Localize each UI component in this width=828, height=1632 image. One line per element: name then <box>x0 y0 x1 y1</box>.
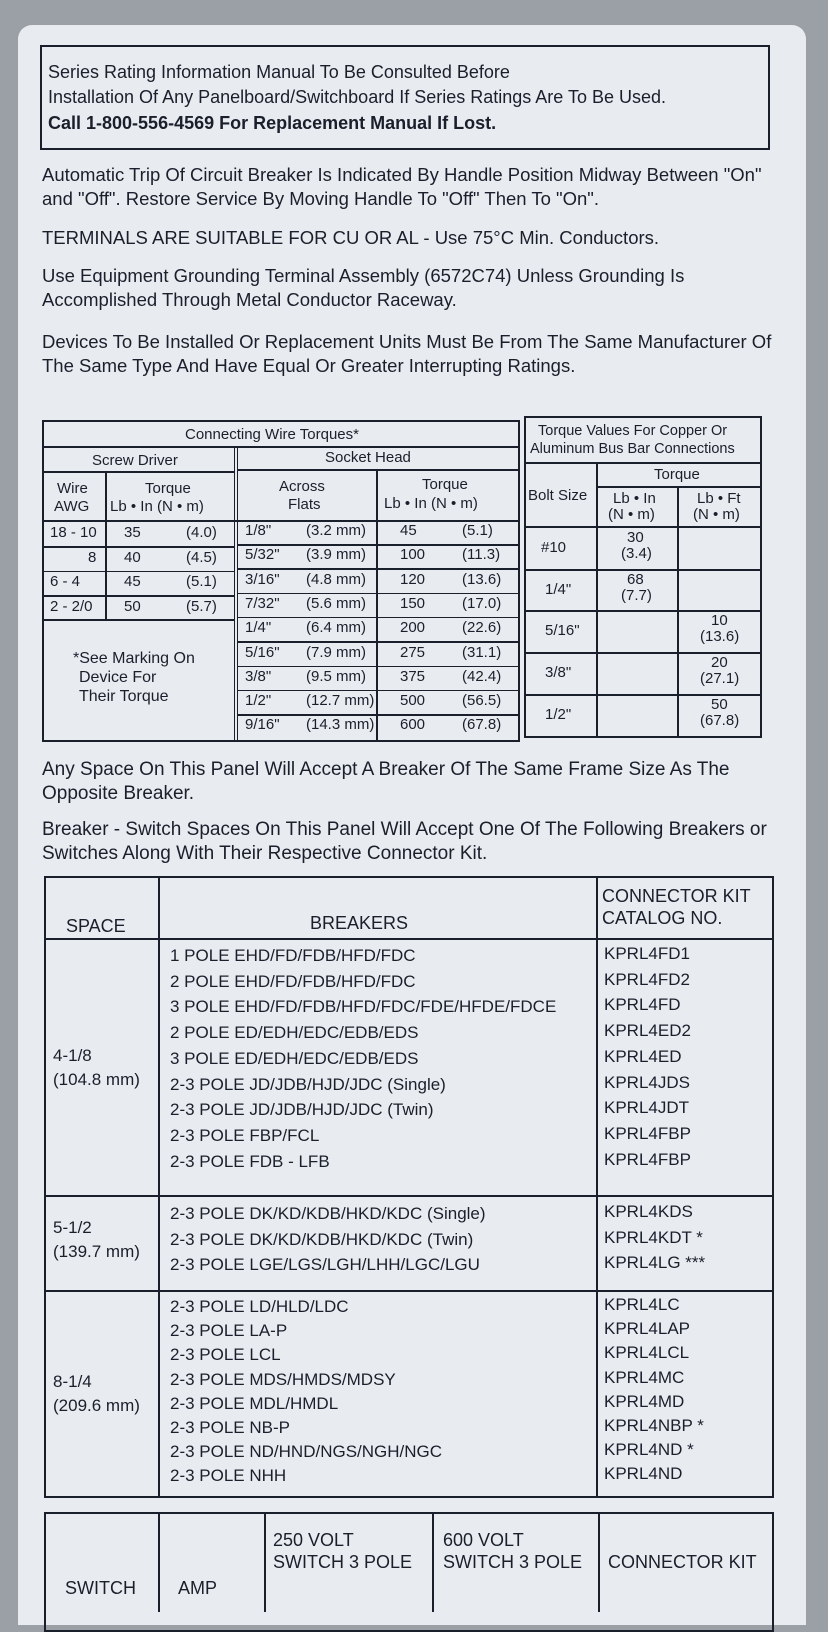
screw-units-header: Lb • In (N • m) <box>110 498 204 515</box>
breaker-row: 2-3 POLE JD/JDB/HJD/JDC (Single) <box>170 1074 446 1094</box>
socket-nm-cell: (31.1) <box>462 643 502 661</box>
breaker-row: 2 POLE ED/EDH/EDC/EDB/EDS <box>170 1023 419 1043</box>
socket-nm-cell: (42.4) <box>462 667 502 685</box>
breaker-row: 2-3 POLE FDB - LFB <box>170 1151 330 1171</box>
socket-nm-cell: (22.6) <box>462 619 502 637</box>
bus-lbin-header: Lb • In <box>613 490 656 507</box>
socket-lbin-cell: 275 <box>400 643 426 661</box>
socket-nm-cell: (17.0) <box>462 594 502 612</box>
socket-size-cell: 7/32" <box>245 594 280 612</box>
breaker-row: 2 POLE EHD/FD/FDB/HFD/FDC <box>170 971 416 991</box>
bus-lbft-nm-cell: (27.1) <box>700 670 740 687</box>
connector-kit-cell: KPRL4MC <box>604 1367 685 1387</box>
socket-nm-cell: (56.5) <box>462 692 502 710</box>
socket-size-cell: 3/16" <box>245 570 280 588</box>
breaker-row: 2-3 POLE DK/KD/KDB/HKD/KDC (Twin) <box>170 1229 474 1249</box>
breaker-switch-note: Breaker - Switch Spaces On This Panel Will Accept One Of The Following Breakers or Switches Along With Their Respective Connector Kit. <box>42 819 767 864</box>
kit-col-header-1: CONNECTOR KIT <box>602 886 751 906</box>
torque-note-line-2: Device For <box>79 669 157 686</box>
socket-lbin-cell: 600 <box>400 716 426 734</box>
space-col-header: SPACE <box>66 916 126 936</box>
breaker-row: 2-3 POLE FBP/FCL <box>170 1125 320 1145</box>
table-rule <box>238 714 520 716</box>
space-size-label: 4-1/8 <box>53 1046 92 1065</box>
breakers-col-header: BREAKERS <box>310 913 409 933</box>
breaker-row: 2-3 POLE JD/JDB/HJD/JDC (Twin) <box>170 1100 434 1120</box>
table-rule <box>238 617 520 619</box>
breaker-row: 3 POLE ED/EDH/EDC/EDB/EDS <box>170 1048 419 1068</box>
socket-lbin-cell: 500 <box>400 692 426 710</box>
socket-size-cell: 3/8" <box>245 667 272 685</box>
socket-mm-cell: (3.2 mm) <box>306 522 366 539</box>
breaker-row: 3 POLE EHD/FD/FDB/HFD/FDC/FDE/HFDE/FDCE <box>170 997 557 1017</box>
socket-size-cell: 1/2" <box>245 692 272 710</box>
socket-mm-cell: (6.4 mm) <box>306 619 366 637</box>
table-rule <box>238 690 520 692</box>
notice-line-3: Call 1-800-556-4569 For Replacement Manual If Lost. <box>48 113 497 133</box>
screw-lbin-cell: 35 <box>124 524 141 541</box>
switch-kit-header: CONNECTOR KIT <box>608 1552 757 1572</box>
table-rule <box>238 641 520 643</box>
trip-instructions: Automatic Trip Of Circuit Breaker Is Indicated By Handle Position Midway Between "On" and "Off". Restore Service By Moving Handle To "Off" Then To "On". <box>42 164 762 209</box>
socket-mm-cell: (5.6 mm) <box>306 594 366 612</box>
space-acceptance-note: Any Space On This Panel Will Accept A Breaker Of The Same Frame Size As The Opposite Breaker. <box>42 759 730 804</box>
bus-lbin-nm-header: (N • m) <box>608 506 655 523</box>
screw-nm-cell: (5.1) <box>186 573 217 590</box>
connector-kit-cell: KPRL4MD <box>604 1391 685 1411</box>
screw-nm-cell: (4.0) <box>186 524 217 541</box>
screw-awg-cell: 8 <box>88 548 97 566</box>
socket-size-cell: 5/32" <box>245 546 280 564</box>
connector-kit-cell: KPRL4FBP <box>604 1123 691 1143</box>
screw-lbin-cell: 50 <box>124 597 141 615</box>
devices-note: Devices To Be Installed Or Replacement Units Must Be From The Same Manufacturer Of The Same Type And Have Equal Or Greater Interrupting Ratings. <box>42 331 772 376</box>
bus-bolt-cell: #10 <box>541 539 567 556</box>
table-rule <box>238 568 520 570</box>
volt250-header-1: 250 VOLT <box>273 1530 354 1550</box>
socket-lbin-cell: 200 <box>400 619 426 637</box>
socket-torque-header: Torque <box>422 476 468 493</box>
across-flats-header-2: Flats <box>288 496 321 513</box>
socket-units-header: Lb • In (N • m) <box>384 495 478 512</box>
table-rule <box>238 544 520 546</box>
socket-nm-cell: (67.8) <box>462 716 502 734</box>
table-rule <box>42 595 234 597</box>
connector-kit-cell: KPRL4LG *** <box>604 1253 706 1272</box>
breaker-row: 2-3 POLE DK/KD/KDB/HKD/KDC (Single) <box>170 1204 486 1223</box>
breaker-row: 2-3 POLE LCL <box>170 1345 281 1365</box>
screw-lbin-cell: 45 <box>124 573 141 590</box>
torque-note-line-1: *See Marking On <box>73 650 195 667</box>
screw-driver-header: Screw Driver <box>92 452 178 469</box>
connector-kit-cell: KPRL4ED <box>604 1046 682 1066</box>
connector-kit-cell: KPRL4ND <box>604 1464 683 1484</box>
breaker-row: 2-3 POLE LA-P <box>170 1321 288 1341</box>
connector-kit-cell: KPRL4FD2 <box>604 969 690 989</box>
torque-note-line-3: Their Torque <box>79 688 169 705</box>
bus-title-2: Aluminum Bus Bar Connections <box>530 441 735 457</box>
socket-mm-cell: (14.3 mm) <box>306 716 375 734</box>
connector-kit-cell: KPRL4FD1 <box>604 944 690 963</box>
screw-lbin-cell: 40 <box>124 548 141 566</box>
socket-mm-cell: (4.8 mm) <box>306 570 366 588</box>
space-size-label: 5-1/2 <box>53 1218 92 1237</box>
socket-lbin-cell: 100 <box>400 546 426 564</box>
socket-mm-cell: (7.9 mm) <box>306 643 366 661</box>
notice-line-1: Series Rating Information Manual To Be Consulted Before <box>48 62 510 82</box>
bus-title-1: Torque Values For Copper Or <box>538 423 728 439</box>
across-flats-header-1: Across <box>279 478 325 495</box>
breaker-row: 2-3 POLE NHH <box>170 1466 287 1486</box>
socket-mm-cell: (9.5 mm) <box>306 667 366 685</box>
kit-col-header-2: CATALOG NO. <box>602 908 723 928</box>
socket-head-header: Socket Head <box>325 449 411 466</box>
screw-awg-cell: 18 - 10 <box>50 524 97 541</box>
socket-lbin-cell: 120 <box>400 570 426 588</box>
volt600-header-2: SWITCH 3 POLE <box>443 1552 583 1572</box>
terminals-note: TERMINALS ARE SUITABLE FOR CU OR AL - Use 75°C Min. Conductors. <box>42 227 660 248</box>
table-rule <box>238 593 520 595</box>
table-rule <box>42 571 234 573</box>
bus-lbft-cell: 50 <box>711 696 728 713</box>
connector-kit-cell: KPRL4JDT <box>604 1098 690 1118</box>
bus-lbft-cell: 10 <box>711 612 728 629</box>
breaker-row: 1 POLE EHD/FD/FDB/HFD/FDC <box>170 946 416 965</box>
socket-nm-cell: (13.6) <box>462 570 502 588</box>
volt250-header-2: SWITCH 3 POLE <box>273 1552 413 1572</box>
table-rule <box>238 666 520 668</box>
bus-lbft-nm-cell: (67.8) <box>700 712 740 729</box>
wire-awg-header-1: Wire <box>57 480 88 497</box>
space-mm-label: (104.8 mm) <box>53 1070 140 1089</box>
bus-bolt-cell: 5/16" <box>545 622 580 639</box>
socket-size-cell: 1/4" <box>245 619 272 637</box>
breaker-row: 2-3 POLE LD/HLD/LDC <box>170 1297 349 1316</box>
wire-torque-title: Connecting Wire Torques* <box>185 426 359 443</box>
connector-kit-cell: KPRL4LCL <box>604 1343 690 1363</box>
socket-size-cell: 9/16" <box>245 716 280 734</box>
bus-lbft-nm-header: (N • m) <box>693 506 740 523</box>
breaker-row: 2-3 POLE NB-P <box>170 1418 290 1437</box>
space-mm-label: (139.7 mm) <box>53 1242 140 1261</box>
connector-kit-cell: KPRL4NBP * <box>604 1416 704 1435</box>
socket-size-cell: 5/16" <box>245 643 280 661</box>
screw-awg-cell: 2 - 2/0 <box>50 597 93 615</box>
connector-kit-cell: KPRL4FBP <box>604 1149 691 1169</box>
bus-lbin-nm-cell: (3.4) <box>621 545 652 562</box>
socket-mm-cell: (12.7 mm) <box>306 692 375 710</box>
screw-awg-cell: 6 - 4 <box>50 573 81 590</box>
bus-bolt-cell: 1/4" <box>545 581 572 598</box>
switch-col-header: SWITCH <box>65 1578 136 1598</box>
breaker-row: 2-3 POLE LGE/LGS/LGH/LHH/LGC/LGU <box>170 1255 480 1274</box>
bus-lbin-nm-cell: (7.7) <box>621 587 652 604</box>
screw-nm-cell: (5.7) <box>186 597 217 615</box>
connector-kit-cell: KPRL4LC <box>604 1295 680 1314</box>
breaker-row: 2-3 POLE MDS/HMDS/MDSY <box>170 1369 396 1389</box>
bus-lbft-header: Lb • Ft <box>697 490 741 507</box>
socket-size-cell: 1/8" <box>245 522 272 539</box>
connector-kit-cell: KPRL4JDS <box>604 1072 690 1092</box>
notice-line-2: Installation Of Any Panelboard/Switchboard If Series Ratings Are To Be Used. <box>48 87 667 107</box>
wire-awg-header-2: AWG <box>54 498 90 515</box>
connector-kit-cell: KPRL4KDS <box>604 1202 693 1221</box>
connector-kit-cell: KPRL4ND * <box>604 1440 694 1460</box>
bus-lbin-cell: 30 <box>627 529 644 546</box>
bus-lbft-cell: 20 <box>711 654 728 671</box>
space-mm-label: (209.6 mm) <box>53 1396 140 1415</box>
table-rule <box>42 546 234 548</box>
connector-kit-cell: KPRL4ED2 <box>604 1021 691 1041</box>
connector-kit-cell: KPRL4LAP <box>604 1319 690 1339</box>
bus-torque-header: Torque <box>654 466 700 483</box>
screw-torque-header: Torque <box>145 480 191 497</box>
grounding-note: Use Equipment Grounding Terminal Assembly (6572C74) Unless Grounding Is Accomplished Through Metal Conductor Raceway. <box>42 265 685 310</box>
socket-lbin-cell: 150 <box>400 594 426 612</box>
bus-bolt-cell: 3/8" <box>545 664 572 681</box>
space-size-label: 8-1/4 <box>53 1372 92 1391</box>
breaker-row: 2-3 POLE MDL/HMDL <box>170 1393 339 1413</box>
bolt-size-header: Bolt Size <box>528 487 588 504</box>
bus-lbft-nm-cell: (13.6) <box>700 628 740 645</box>
screw-nm-cell: (4.5) <box>186 548 217 566</box>
socket-nm-cell: (5.1) <box>462 522 493 539</box>
socket-mm-cell: (3.9 mm) <box>306 546 366 564</box>
breaker-row: 2-3 POLE ND/HND/NGS/NGH/NGC <box>170 1442 443 1462</box>
socket-lbin-cell: 375 <box>400 667 426 685</box>
socket-nm-cell: (11.3) <box>462 546 501 564</box>
connector-kit-cell: KPRL4KDT * <box>604 1227 703 1247</box>
bus-bolt-cell: 1/2" <box>545 706 572 723</box>
volt600-header-1: 600 VOLT <box>443 1530 524 1550</box>
amp-col-header: AMP <box>178 1578 218 1598</box>
connector-kit-cell: KPRL4FD <box>604 995 681 1015</box>
socket-lbin-cell: 45 <box>400 522 417 539</box>
bus-lbin-cell: 68 <box>627 571 644 588</box>
